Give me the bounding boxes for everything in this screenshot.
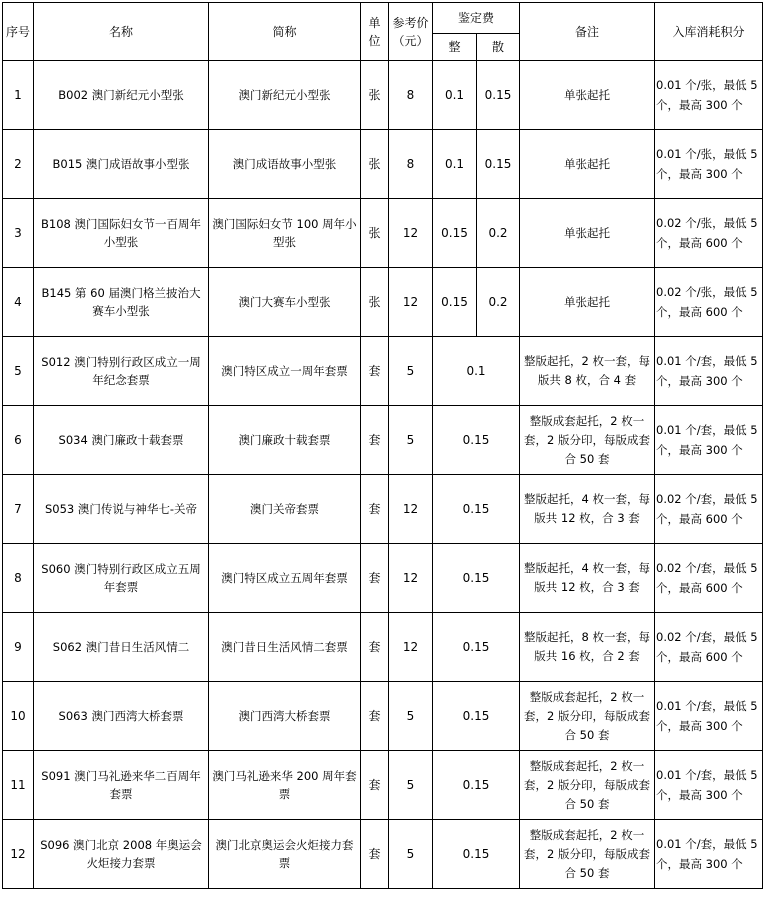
row-credit: 0.02 个/张，最低 5 个，最高 600 个 [655, 199, 763, 268]
row-note: 单张起托 [520, 130, 655, 199]
row-index: 3 [3, 199, 34, 268]
row-index: 12 [3, 820, 34, 889]
row-fee-loose: 0.15 [477, 61, 520, 130]
row-credit: 0.02 个/套，最低 5 个，最高 600 个 [655, 613, 763, 682]
row-unit: 套 [361, 613, 389, 682]
row-unit: 套 [361, 751, 389, 820]
row-short-name: 澳门北京奥运会火炬接力套票 [209, 820, 361, 889]
header-short-name: 简称 [209, 3, 361, 61]
row-credit: 0.01 个/套，最低 5 个，最高 300 个 [655, 337, 763, 406]
row-reference-price: 5 [389, 682, 433, 751]
row-appraisal-fee: 0.1 [433, 337, 520, 406]
row-index: 6 [3, 406, 34, 475]
row-index: 11 [3, 751, 34, 820]
row-unit: 套 [361, 544, 389, 613]
row-credit: 0.02 个/套，最低 5 个，最高 600 个 [655, 475, 763, 544]
table-row [3, 406, 763, 475]
header-fee-loose: 散 [477, 34, 520, 61]
row-credit: 0.01 个/套，最低 5 个，最高 300 个 [655, 751, 763, 820]
row-name: S034 澳门廉政十载套票 [34, 406, 209, 475]
header-fee-whole: 整 [433, 34, 477, 61]
row-index: 9 [3, 613, 34, 682]
row-short-name: 澳门昔日生活风情二套票 [209, 613, 361, 682]
header-unit: 单位 [361, 3, 389, 61]
row-reference-price: 5 [389, 751, 433, 820]
row-name: B002 澳门新纪元小型张 [34, 61, 209, 130]
header-reference-price: 参考价（元） [389, 3, 433, 61]
row-reference-price: 12 [389, 613, 433, 682]
row-name: S053 澳门传说与神华七-关帝 [34, 475, 209, 544]
row-unit: 张 [361, 199, 389, 268]
row-appraisal-fee: 0.15 [433, 682, 520, 751]
row-reference-price: 12 [389, 475, 433, 544]
row-unit: 张 [361, 130, 389, 199]
table-row [3, 751, 763, 820]
row-appraisal-fee: 0.15 [433, 613, 520, 682]
row-note: 整版起托，4 枚一套，每版共 12 枚，合 3 套 [520, 544, 655, 613]
table-row [3, 682, 763, 751]
row-note: 整版成套起托，2 枚一套，2 版分印，每版成套合 50 套 [520, 406, 655, 475]
row-reference-price: 5 [389, 820, 433, 889]
row-fee-whole: 0.15 [433, 268, 477, 337]
header-credit: 入库消耗积分 [655, 3, 763, 61]
row-note: 整版成套起托，2 枚一套，2 版分印，每版成套合 50 套 [520, 820, 655, 889]
row-short-name: 澳门关帝套票 [209, 475, 361, 544]
row-reference-price: 5 [389, 337, 433, 406]
row-appraisal-fee: 0.15 [433, 406, 520, 475]
header-appraisal-fee: 鉴定费 [433, 3, 520, 34]
table-row [3, 820, 763, 889]
table-row [3, 61, 763, 130]
row-index: 10 [3, 682, 34, 751]
row-unit: 套 [361, 475, 389, 544]
row-appraisal-fee: 0.15 [433, 475, 520, 544]
row-index: 5 [3, 337, 34, 406]
row-index: 1 [3, 61, 34, 130]
table-body [3, 61, 763, 889]
row-name: B108 澳门国际妇女节一百周年小型张 [34, 199, 209, 268]
row-credit: 0.01 个/套，最低 5 个，最高 300 个 [655, 406, 763, 475]
row-note: 单张起托 [520, 61, 655, 130]
row-fee-whole: 0.1 [433, 130, 477, 199]
row-short-name: 澳门廉政十载套票 [209, 406, 361, 475]
row-reference-price: 12 [389, 544, 433, 613]
table-row [3, 613, 763, 682]
row-short-name: 澳门大赛车小型张 [209, 268, 361, 337]
table-row [3, 337, 763, 406]
row-appraisal-fee: 0.15 [433, 820, 520, 889]
row-name: S062 澳门昔日生活风情二 [34, 613, 209, 682]
table-header [3, 3, 763, 61]
row-name: B145 第 60 届澳门格兰披治大赛车小型张 [34, 268, 209, 337]
row-unit: 套 [361, 406, 389, 475]
row-name: S096 澳门北京 2008 年奥运会火炬接力套票 [34, 820, 209, 889]
row-note: 整版起托，2 枚一套，每版共 8 枚，合 4 套 [520, 337, 655, 406]
row-index: 2 [3, 130, 34, 199]
row-note: 整版成套起托，2 枚一套，2 版分印，每版成套合 50 套 [520, 751, 655, 820]
stamp-appraisal-table [2, 2, 763, 889]
row-note: 整版起托，8 枚一套，每版共 16 枚，合 2 套 [520, 613, 655, 682]
row-short-name: 澳门马礼逊来华 200 周年套票 [209, 751, 361, 820]
row-reference-price: 8 [389, 61, 433, 130]
row-name: S091 澳门马礼逊来华二百周年套票 [34, 751, 209, 820]
row-unit: 套 [361, 682, 389, 751]
row-note: 单张起托 [520, 199, 655, 268]
row-reference-price: 12 [389, 268, 433, 337]
row-name: S060 澳门特别行政区成立五周年套票 [34, 544, 209, 613]
row-appraisal-fee: 0.15 [433, 544, 520, 613]
header-note: 备注 [520, 3, 655, 61]
row-short-name: 澳门西湾大桥套票 [209, 682, 361, 751]
row-credit: 0.02 个/套，最低 5 个，最高 600 个 [655, 544, 763, 613]
row-index: 7 [3, 475, 34, 544]
row-appraisal-fee: 0.15 [433, 751, 520, 820]
header-name: 名称 [34, 3, 209, 61]
row-short-name: 澳门特区成立一周年套票 [209, 337, 361, 406]
row-name: S063 澳门西湾大桥套票 [34, 682, 209, 751]
table-row [3, 544, 763, 613]
row-credit: 0.01 个/套，最低 5 个，最高 300 个 [655, 682, 763, 751]
document-page [2, 2, 763, 889]
row-note: 整版成套起托，2 枚一套，2 版分印，每版成套合 50 套 [520, 682, 655, 751]
row-short-name: 澳门国际妇女节 100 周年小型张 [209, 199, 361, 268]
row-fee-loose: 0.2 [477, 268, 520, 337]
row-credit: 0.01 个/张，最低 5 个，最高 300 个 [655, 130, 763, 199]
row-reference-price: 5 [389, 406, 433, 475]
row-reference-price: 12 [389, 199, 433, 268]
row-short-name: 澳门成语故事小型张 [209, 130, 361, 199]
row-name: S012 澳门特别行政区成立一周年纪念套票 [34, 337, 209, 406]
row-note: 单张起托 [520, 268, 655, 337]
row-name: B015 澳门成语故事小型张 [34, 130, 209, 199]
row-credit: 0.01 个/张，最低 5 个，最高 300 个 [655, 61, 763, 130]
row-index: 4 [3, 268, 34, 337]
row-credit: 0.02 个/张，最低 5 个，最高 600 个 [655, 268, 763, 337]
row-fee-whole: 0.1 [433, 61, 477, 130]
row-unit: 张 [361, 268, 389, 337]
header-index: 序号 [3, 3, 34, 61]
table-row [3, 130, 763, 199]
row-reference-price: 8 [389, 130, 433, 199]
table-row [3, 268, 763, 337]
row-note: 整版起托，4 枚一套，每版共 12 枚，合 3 套 [520, 475, 655, 544]
table-row [3, 475, 763, 544]
row-index: 8 [3, 544, 34, 613]
row-fee-loose: 0.15 [477, 130, 520, 199]
row-short-name: 澳门新纪元小型张 [209, 61, 361, 130]
row-fee-whole: 0.15 [433, 199, 477, 268]
row-unit: 张 [361, 61, 389, 130]
table-row [3, 199, 763, 268]
row-short-name: 澳门特区成立五周年套票 [209, 544, 361, 613]
row-fee-loose: 0.2 [477, 199, 520, 268]
row-credit: 0.01 个/套，最低 5 个，最高 300 个 [655, 820, 763, 889]
row-unit: 套 [361, 337, 389, 406]
row-unit: 套 [361, 820, 389, 889]
